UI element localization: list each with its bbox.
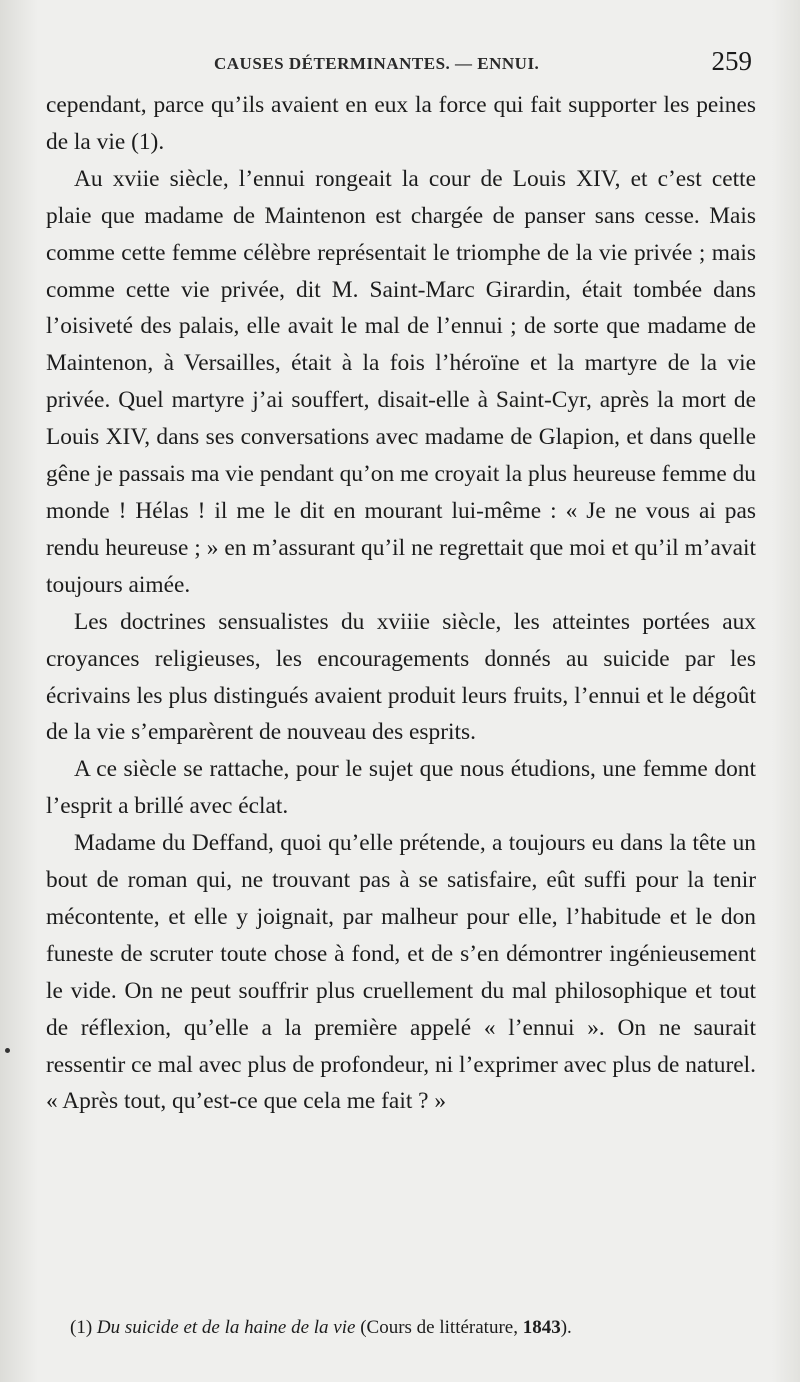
footnote-title: Du suicide et de la haine de la vie xyxy=(96,1317,356,1338)
paragraph-siecle: A ce siècle se rattache, pour le sujet que nous étudions, une femme dont l’esprit a brillé avec éclat. xyxy=(46,756,756,820)
running-title: CAUSES DÉTERMINANTES. — ENNUI. xyxy=(214,54,540,73)
page-number: 259 xyxy=(711,46,752,76)
paragraph-deffand: Madame du Deffand, quoi qu’elle prétende, a toujours eu dans la tête un bout de roman qui, ne trouvant pas à se satisfaire, eût suffi pour la tenir mécontente, et elle y joignait, par malheur pour elle, l’habitude et le don funeste de scruter toute chose à fond, et de s’en démontrer ingénieusement le vide. On ne peut souffrir plus cruellement du mal philosophique et tout de réflexion, qu’elle a la première appelé « l’ennui ». On ne saurait ressentir ce mal avec plus de profondeur, ni l’exprimer avec plus de naturel. « Après tout, qu’est-ce que cela me fait ? » xyxy=(46,830,756,1115)
running-head xyxy=(46,44,760,80)
footnote-source: (Cours de littérature, xyxy=(360,1317,518,1338)
paragraph-continuation: cependant, parce qu’ils avaient en eux la force qui fait supporter les peines de la vie (1). xyxy=(46,92,756,155)
footnote xyxy=(70,1317,750,1339)
footnote-year: 1843 xyxy=(522,1317,561,1338)
paragraph-doctrines: Les doctrines sensualistes du xviiie siècle, les atteintes portées aux croyances religieuses, les encouragements donnés au suicide par les écrivains les plus distingués avaient produit leurs fruits, l’ennui et le dégoût de la vie s’emparèrent de nouveau des esprits. xyxy=(46,608,756,746)
body-text xyxy=(46,87,756,1120)
ink-speck xyxy=(5,1048,10,1053)
footnote-marker: (1) xyxy=(70,1317,93,1338)
footnote-close: ). xyxy=(560,1317,572,1338)
paragraph-maintenon: Au xviie siècle, l’ennui rongeait la cour de Louis XIV, et c’est cette plaie que madame de Maintenon est chargée de panser sans cesse. Mais comme cette femme célèbre représentait le triomphe de la vie privée ; mais comme cette vie privée, dit M. Saint-Marc Girardin, était tombée dans l’oisiveté des palais, elle avait le mal de l’ennui ; de sorte que madame de Maintenon, à Versailles, était à la fois l’héroïne et la martyre de la vie privée. Quel martyre j’ai souffert, disait-elle à Saint-Cyr, après la mort de Louis XIV, dans ses conversations avec madame de Glapion, et dans quelle gêne je passais ma vie pendant qu’on me croyait la plus heureuse femme du monde ! Hélas ! il me le dit en mourant lui-même : « Je ne vous ai pas rendu heureuse ; » en m’assurant qu’il ne regrettait que moi et qu’il m’avait toujours aimée. xyxy=(46,165,756,598)
